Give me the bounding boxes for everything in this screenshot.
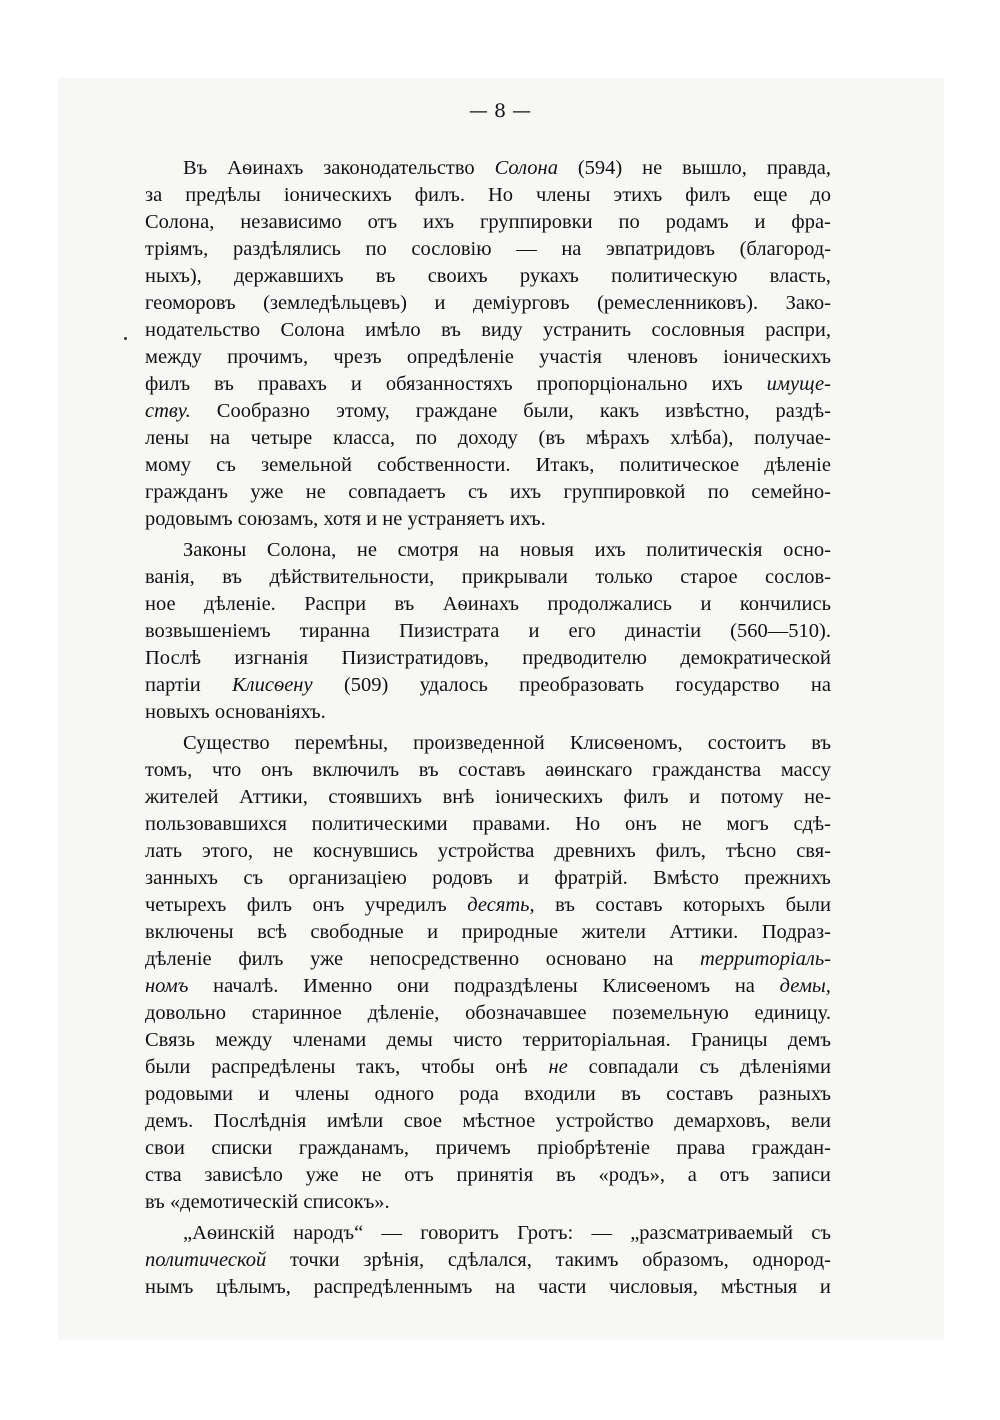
text-line: возвышеніемъ тиранна Пизистрата и его династіи (560—510). xyxy=(145,620,831,642)
text-line: номъ началѣ. Именно они подраздѣлены Клисѳеномъ на демы, xyxy=(145,975,831,997)
text-line: нодательство Солона имѣло въ виду устранить сословныя распри, xyxy=(145,319,831,341)
text-line: за предѣлы іоническихъ филъ. Но члены этихъ филъ еще до xyxy=(145,184,831,206)
text-line: „Аѳинскій народъ“ — говоритъ Гротъ: — „разсматриваемый съ xyxy=(183,1222,831,1244)
text-line: нымъ цѣлымъ, распредѣленнымъ на части числовыя, мѣстныя и xyxy=(145,1276,831,1298)
text-line: лать этого, не коснувшись устройства древнихъ филъ, тѣсно свя- xyxy=(145,840,831,862)
text-line: геоморовъ (земледѣльцевъ) и деміурговъ (ремесленниковъ). Зако- xyxy=(145,292,831,314)
margin-mark xyxy=(124,337,127,340)
text-line: Солона, независимо отъ ихъ группировки по родамъ и фра- xyxy=(145,211,831,233)
text-line: Связь между членами демы чисто территоріальная. Границы демъ xyxy=(145,1029,831,1051)
text-line: лены на четыре класса, по доходу (въ мѣрахъ хлѣба), получае- xyxy=(145,427,831,449)
text-line: дѣленіе филъ уже непосредственно основано на территоріаль- xyxy=(145,948,831,970)
text-line: партіи Клисѳену (509) удалось преобразовать государство на xyxy=(145,674,831,696)
text-line: томъ, что онъ включилъ въ составъ аѳинскаго гражданства массу xyxy=(145,759,831,781)
text-line: Законы Солона, не смотря на новыя ихъ политическія осно- xyxy=(183,539,831,561)
text-line: ное дѣленіе. Распри въ Аѳинахъ продолжались и кончились xyxy=(145,593,831,615)
text-line: довольно старинное дѣленіе, обозначавшее поземельную единицу. xyxy=(145,1002,831,1024)
text-line: въ «демотическій списокъ». xyxy=(145,1191,390,1213)
body-text xyxy=(145,155,831,1301)
text-line: четырехъ филъ онъ учредилъ десять, въ составъ которыхъ были xyxy=(145,894,831,916)
text-line: филъ въ правахъ и обязанностяхъ пропорціонально ихъ имуще- xyxy=(145,373,831,395)
text-line: гражданъ уже не совпадаетъ съ ихъ группировкой по семейно- xyxy=(145,481,831,503)
text-line: ванія, въ дѣйствительности, прикрывали только старое сослов- xyxy=(145,566,831,588)
text-line: Въ Аѳинахъ законодательство Солона (594) не вышло, правда, xyxy=(183,157,831,179)
text-line: новыхъ основаніяхъ. xyxy=(145,701,326,723)
text-line: были распредѣлены такъ, чтобы онѣ не совпадали съ дѣленіями xyxy=(145,1056,831,1078)
text-line: родовыми и члены одного рода входили въ составъ разныхъ xyxy=(145,1083,831,1105)
text-line: демъ. Послѣднія имѣли свое мѣстное устройство демарховъ, вели xyxy=(145,1110,831,1132)
text-line: мому съ земельной собственности. Итакъ, политическое дѣленіе xyxy=(145,454,831,476)
text-line: тріямъ, раздѣлялись по сословію — на эвпатридовъ (благород- xyxy=(145,238,831,260)
text-line: включены всѣ свободные и природные жители Аттики. Подраз- xyxy=(145,921,831,943)
text-line: пользовавшихся политическими правами. Но онъ не могъ сдѣ- xyxy=(145,813,831,835)
text-line: ныхъ), державшихъ въ своихъ рукахъ политическую власть, xyxy=(145,265,831,287)
text-line: свои списки гражданамъ, причемъ пріобрѣтеніе права граждан- xyxy=(145,1137,831,1159)
text-line: Послѣ изгнанія Пизистратидовъ, предводителю демократической xyxy=(145,647,831,669)
text-line: занныхъ съ организаціею родовъ и фратрій. Вмѣсто прежнихъ xyxy=(145,867,831,889)
page-number: — 8 — xyxy=(468,100,532,122)
text-line: ству. Сообразно этому, граждане были, какъ извѣстно, раздѣ- xyxy=(145,400,831,422)
text-line: родовымъ союзамъ, хотя и не устраняетъ ихъ. xyxy=(145,508,546,530)
text-line: ства зависѣло уже не отъ принятія въ «родъ», а отъ записи xyxy=(145,1164,831,1186)
text-line: политической точки зрѣнія, сдѣлался, такимъ образомъ, однород- xyxy=(145,1249,831,1271)
text-line: Существо перемѣны, произведенной Клисѳеномъ, состоитъ въ xyxy=(183,732,831,754)
text-line: между прочимъ, чрезъ опредѣленіе участія членовъ іоническихъ xyxy=(145,346,831,368)
text-line: жителей Аттики, стоявшихъ внѣ іоническихъ филъ и потому не- xyxy=(145,786,831,808)
